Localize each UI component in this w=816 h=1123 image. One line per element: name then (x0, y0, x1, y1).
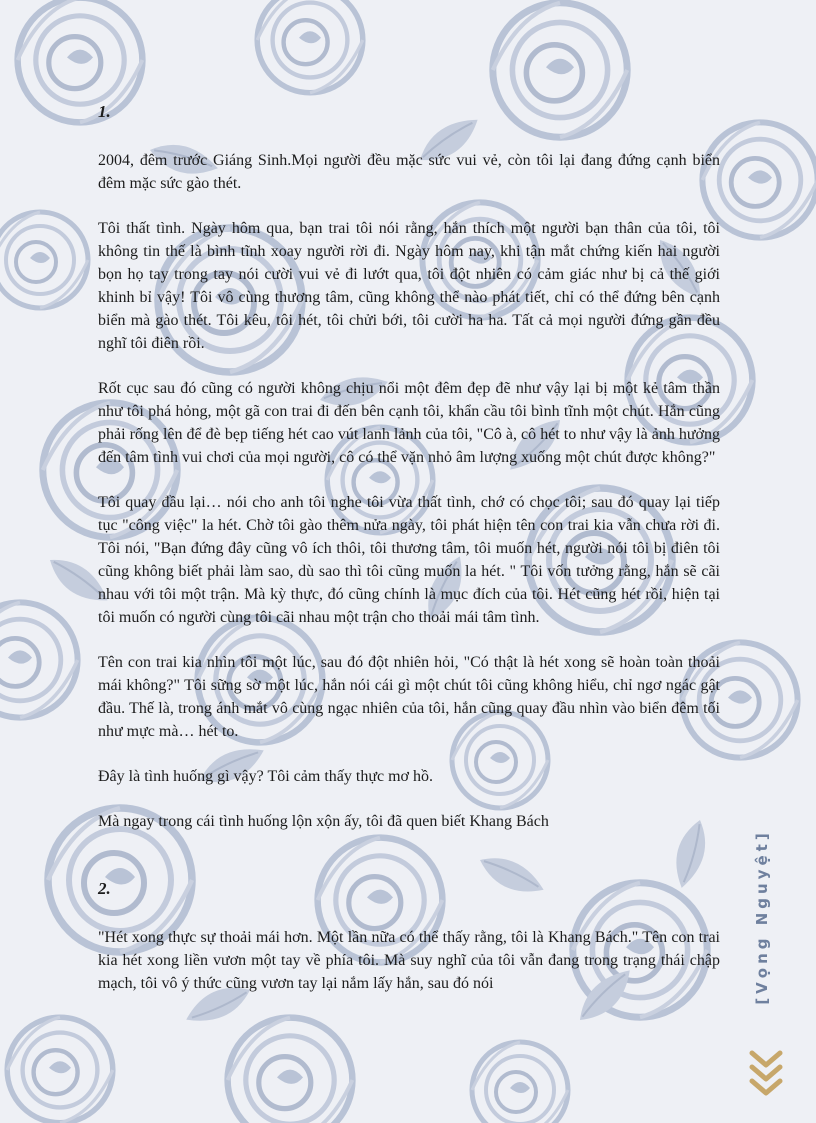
document-body (98, 100, 720, 1017)
paragraph: Mà ngay trong cái tình huống lộn xộn ấy, tôi đã quen biết Khang Bách (98, 813, 549, 830)
paragraph: "Hét xong thực sự thoải mái hơn. Một lần nữa có thể thấy rằng, tôi là Khang Bách." Tên con trai kia hét xong liền vươn một tay về phía tôi. Mà suy nghĩ của tôi vẫn đang trong trạng thái chập mạch, tôi vô ý thức cũng vươn tay lại nắm lấy hắn, sau đó nói (98, 929, 720, 992)
side-title-text: [Vọng Nguyệt] (753, 829, 771, 1005)
section-heading: 2. (98, 879, 111, 898)
paragraph: Tôi quay đầu lại… nói cho anh tôi nghe tôi vừa thất tình, chớ có chọc tôi; sau đó quay lại tiếp tục "công việc" la hét. Chờ tôi gào thêm nửa ngày, tôi phát hiện tên con trai kia vẫn chưa rời đi. Tôi nói, "Bạn đứng đây cũng vô ích thôi, tôi thương tâm, tôi muốn hét, người nói tôi bị điên tôi cũng không biết phải làm sao, dù sao thì tôi cũng muốn la hét. " Tôi vốn tưởng rằng, hắn sẽ cãi nhau với tôi một trận. Mà kỳ thực, đó cũng chính là mục đích của tôi. Hét cũng hét rồi, hiện tại tôi muốn có người cùng tôi cãi nhau một trận cho thoải mái tâm tình. (98, 494, 720, 626)
paragraph: Rốt cục sau đó cũng có người không chịu nổi một đêm đẹp đẽ như vậy lại bị một kẻ tâm thần như tôi phá hỏng, một gã con trai đi đến bên cạnh tôi, khẩn cầu tôi bình tĩnh một chút. Hắn cũng phải rống lên để đè bẹp tiếng hét cao vút lanh lảnh của tôi, "Cô à, cô hét to như vậy là ảnh hưởng đến tâm tình vui chơi của mọi người, cô có thể vặn nhỏ âm lượng xuống một chút được không?" (98, 380, 720, 466)
paragraph: Tên con trai kia nhìn tôi một lúc, sau đó đột nhiên hỏi, "Có thật là hét xong sẽ hoàn toàn thoải mái không?" Tôi sững sờ một lúc, hắn nói cái gì một chút tôi cũng không hiểu, chỉ ngơ ngác gật đầu. Thế là, trong ánh mắt vô cùng ngạc nhiên của tôi, hắn cũng quay đầu nhìn vào biển đêm tối như mực mà… hét to. (98, 654, 720, 740)
side-title (742, 812, 782, 1022)
section-heading: 1. (98, 102, 111, 121)
section-1 (98, 100, 720, 833)
paragraph: Tôi thất tình. Ngày hôm qua, bạn trai tôi nói rằng, hắn thích một người bạn thân của tôi, tôi không tin thế là bình tĩnh xoay người rời đi. Ngày hôm nay, khi tận mắt chứng kiến hai người bọn họ tay trong tay nói cười vui vẻ đi lướt qua, tôi đột nhiên có cảm giác như bị cả thế giới khinh bỉ vậy! Tôi vô cùng thương tâm, cũng không thể nào phát tiết, chỉ có thể đứng bên cạnh biển mà gào thét. Tôi kêu, tôi hét, tôi chửi bới, tôi cười ha ha. Tất cả mọi người đứng gần đều nghĩ tôi điên rồi. (98, 220, 720, 352)
paragraph: Đây là tình huống gì vậy? Tôi cảm thấy thực mơ hồ. (98, 768, 433, 785)
paragraph: 2004, đêm trước Giáng Sinh.Mọi người đều mặc sức vui vẻ, còn tôi lại đang đứng cạnh biển đêm mặc sức gào thét. (98, 152, 720, 192)
chevron-down-icon (746, 1045, 786, 1105)
section-2 (98, 877, 720, 995)
